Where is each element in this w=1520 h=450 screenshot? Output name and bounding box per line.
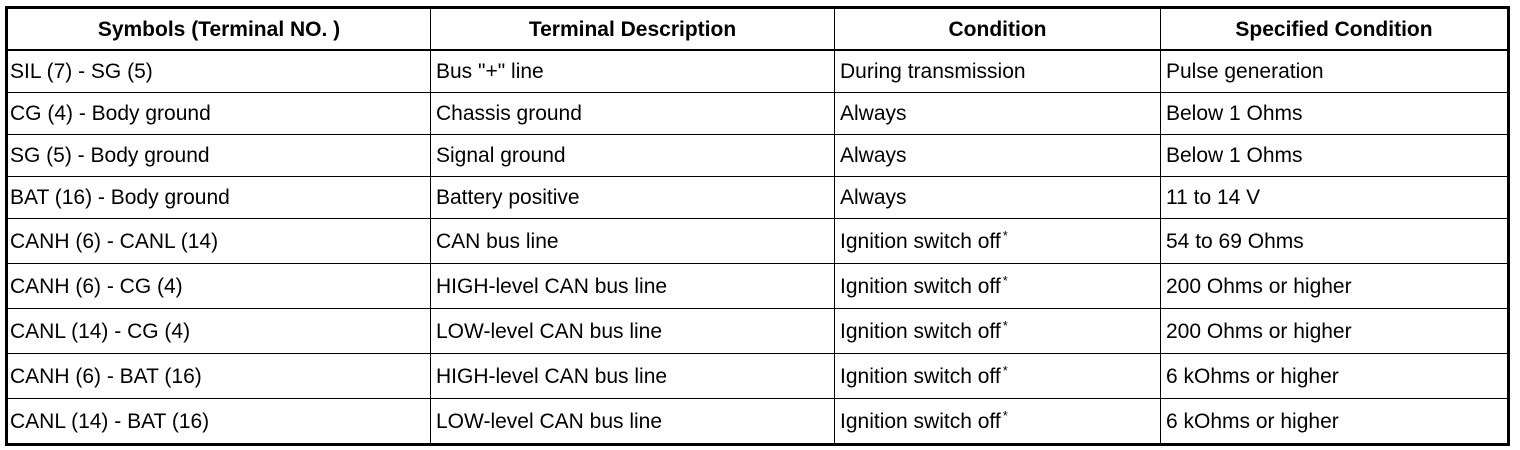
cell-description: HIGH-level CAN bus line [431, 354, 835, 399]
header-specified-condition: Specified Condition [1161, 8, 1509, 51]
cell-symbols: CANL (14) - CG (4) [7, 309, 431, 354]
cell-specified: Pulse generation [1161, 50, 1509, 93]
cell-condition [835, 93, 1161, 135]
cell-specified: Below 1 Ohms [1161, 93, 1509, 135]
table-row [7, 399, 1509, 445]
cell-condition [835, 309, 1161, 354]
cell-description: Bus "+" line [431, 50, 835, 93]
cell-condition [835, 399, 1161, 445]
table-body [7, 50, 1509, 445]
cell-specified: Below 1 Ohms [1161, 135, 1509, 177]
condition-text: Ignition switch off [840, 229, 1001, 253]
cell-description: Chassis ground [431, 93, 835, 135]
condition-text: Ignition switch off [840, 409, 1001, 433]
table-row [7, 309, 1509, 354]
condition-text: Ignition switch off [840, 319, 1001, 343]
cell-symbols: CANL (14) - BAT (16) [7, 399, 431, 445]
table-header [7, 8, 1509, 51]
condition-text: Always [840, 186, 907, 209]
cell-condition [835, 219, 1161, 264]
cell-condition [835, 264, 1161, 309]
table-row [7, 219, 1509, 264]
cell-description: LOW-level CAN bus line [431, 399, 835, 445]
header-symbols: Symbols (Terminal NO. ) [7, 8, 431, 51]
cell-condition [835, 135, 1161, 177]
cell-symbols: BAT (16) - Body ground [7, 177, 431, 219]
table-row [7, 93, 1509, 135]
cell-symbols: CANH (6) - CG (4) [7, 264, 431, 309]
header-terminal-description: Terminal Description [431, 8, 835, 51]
cell-description: CAN bus line [431, 219, 835, 264]
cell-condition [835, 50, 1161, 93]
condition-text: Always [840, 144, 907, 167]
condition-text: During transmission [840, 60, 1026, 83]
condition-footnote-mark: * [1002, 227, 1008, 243]
cell-specified: 200 Ohms or higher [1161, 264, 1509, 309]
cell-symbols: CG (4) - Body ground [7, 93, 431, 135]
header-row [7, 8, 1509, 51]
table-row [7, 135, 1509, 177]
cell-symbols: SIL (7) - SG (5) [7, 50, 431, 93]
condition-text: Ignition switch off [840, 274, 1001, 298]
cell-specified: 6 kOhms or higher [1161, 354, 1509, 399]
cell-symbols: SG (5) - Body ground [7, 135, 431, 177]
cell-condition [835, 354, 1161, 399]
cell-specified: 54 to 69 Ohms [1161, 219, 1509, 264]
cell-specified: 11 to 14 V [1161, 177, 1509, 219]
condition-footnote-mark: * [1002, 407, 1008, 423]
condition-footnote-mark: * [1002, 272, 1008, 288]
cell-description: Signal ground [431, 135, 835, 177]
condition-footnote-mark: * [1002, 362, 1008, 378]
cell-description: Battery positive [431, 177, 835, 219]
cell-symbols: CANH (6) - BAT (16) [7, 354, 431, 399]
condition-text: Always [840, 102, 907, 125]
table-row [7, 177, 1509, 219]
cell-description: HIGH-level CAN bus line [431, 264, 835, 309]
cell-condition [835, 177, 1161, 219]
cell-specified: 200 Ohms or higher [1161, 309, 1509, 354]
header-condition: Condition [835, 8, 1161, 51]
cell-symbols: CANH (6) - CANL (14) [7, 219, 431, 264]
cell-specified: 6 kOhms or higher [1161, 399, 1509, 445]
condition-text: Ignition switch off [840, 364, 1001, 388]
table-row [7, 264, 1509, 309]
cell-description: LOW-level CAN bus line [431, 309, 835, 354]
terminal-spec-table [5, 6, 1510, 446]
table-row [7, 354, 1509, 399]
condition-footnote-mark: * [1002, 317, 1008, 333]
table-row [7, 50, 1509, 93]
